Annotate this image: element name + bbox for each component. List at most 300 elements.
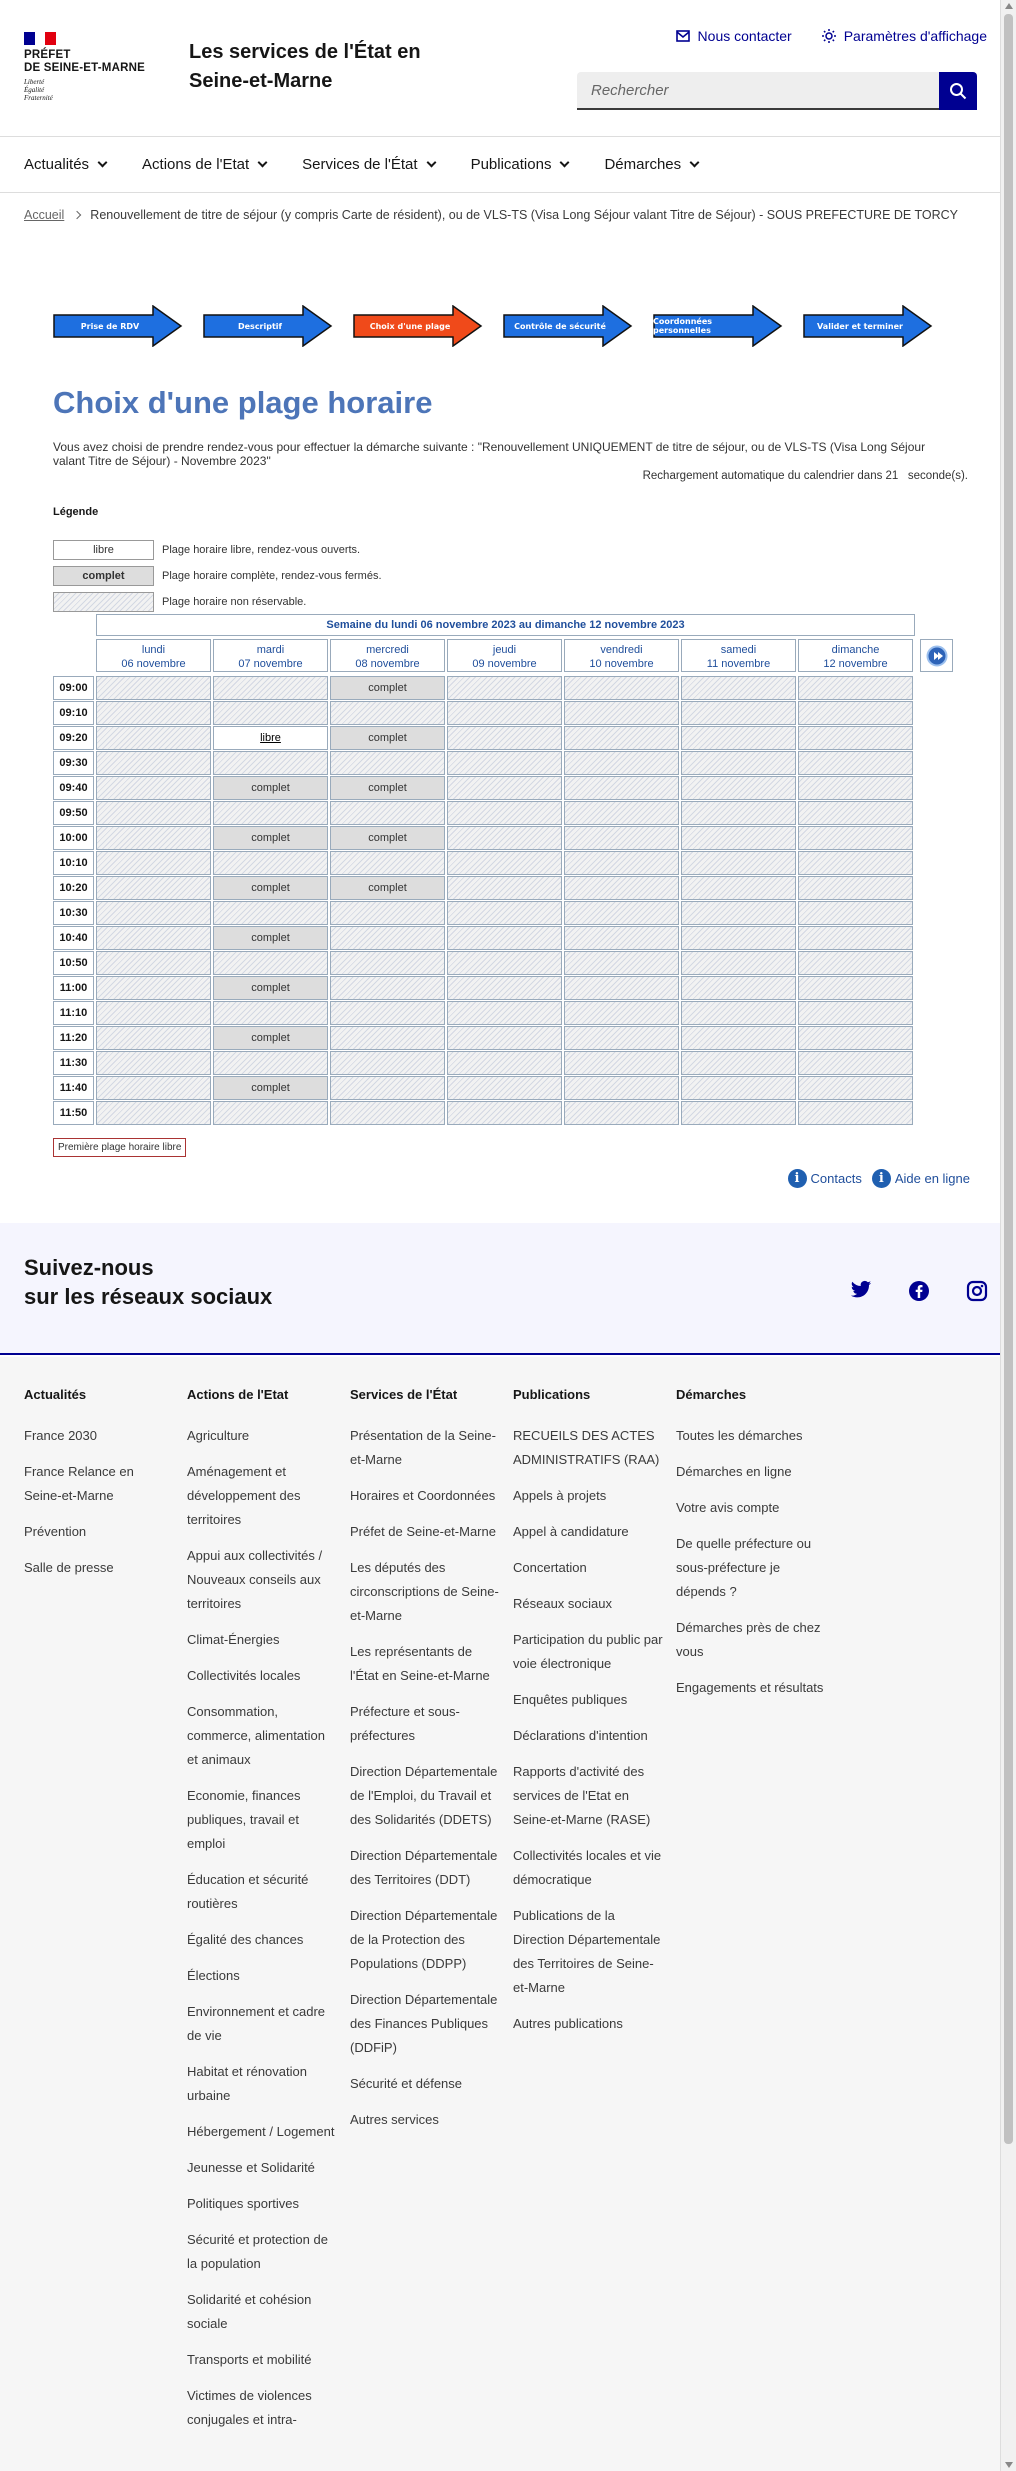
day-date: 09 novembre (472, 658, 537, 670)
footer-link[interactable]: Jeunesse et Solidarité (187, 2160, 315, 2175)
slot-unavailable (96, 801, 211, 825)
chevron-right-icon (73, 211, 81, 219)
slot-unavailable (564, 776, 679, 800)
day-name: mercredi (366, 644, 409, 656)
footer-link[interactable]: Participation du public par voie électronique (513, 1632, 663, 1671)
footer-link[interactable]: Horaires et Coordonnées (350, 1488, 496, 1503)
footer-link[interactable]: Égalité des chances (187, 1932, 304, 1947)
timeslot-row (53, 1026, 915, 1051)
day-name: samedi (720, 644, 757, 656)
step-label: Descriptif (237, 321, 283, 331)
slot-unavailable (447, 701, 562, 725)
info-icon: i (872, 1169, 891, 1188)
slot-unavailable (564, 726, 679, 750)
footer-link[interactable]: France Relance en Seine-et-Marne (24, 1464, 134, 1503)
slot-unavailable (96, 1101, 211, 1125)
slot-unavailable (681, 726, 796, 750)
legend-text: Plage horaire libre, rendez-vous ouverts. (162, 544, 361, 556)
slot-unavailable (213, 951, 328, 975)
page-title: Choix d'une plage horaire (53, 385, 433, 420)
footer-column-title: Démarches (676, 1387, 747, 1402)
day-name: mardi (256, 644, 285, 656)
nav-item-services[interactable] (302, 137, 434, 192)
slot-unavailable (330, 976, 445, 1000)
time-label: 10:40 (53, 926, 94, 950)
slot-unavailable (681, 676, 796, 700)
slot-unavailable (564, 751, 679, 775)
slot-unavailable (681, 976, 796, 1000)
slot-unavailable (798, 726, 913, 750)
timeslot-row (53, 1101, 915, 1126)
step-6 (803, 305, 933, 347)
help-links (788, 1169, 970, 1188)
slot-unavailable (564, 701, 679, 725)
online-help-link[interactable] (872, 1169, 970, 1188)
time-label: 09:00 (53, 676, 94, 700)
footer-link[interactable]: Solidarité et cohésion sociale (187, 2292, 312, 2331)
footer-link[interactable]: Rapports d'activité des services de l'Etat en Seine-et-Marne (RASE) (513, 1764, 651, 1827)
step-2 (203, 305, 333, 347)
footer-link[interactable]: Publications de la Direction Départementale des Territoires de Seine-et-Marne (513, 1908, 661, 1995)
legend-box-unavailable (53, 592, 154, 612)
footer-link[interactable]: Victimes de violences conjugales et intra- (187, 2388, 312, 2427)
slot-unavailable (447, 751, 562, 775)
slot-unavailable (330, 851, 445, 875)
footer-link[interactable]: Déclarations d'intention (513, 1728, 648, 1743)
timeslot-row (53, 901, 915, 926)
time-label: 11:00 (53, 976, 94, 1000)
chevron-down-icon (258, 158, 268, 168)
slot-unavailable (213, 1101, 328, 1125)
slot-unavailable (681, 901, 796, 925)
slot-unavailable (447, 726, 562, 750)
week-header: Semaine du lundi 06 novembre 2023 au dimanche 12 novembre 2023 (96, 614, 915, 636)
slot-unavailable (96, 1026, 211, 1050)
slot-unavailable (330, 901, 445, 925)
slot-unavailable (96, 951, 211, 975)
footer-link[interactable]: Appel à candidature (513, 1524, 629, 1539)
instagram-icon[interactable] (966, 1280, 988, 1302)
slot-unavailable (330, 1076, 445, 1100)
breadcrumb (24, 208, 984, 222)
slot-unavailable (681, 951, 796, 975)
timeslot-row (53, 851, 915, 876)
nav-item-actions[interactable] (142, 137, 266, 192)
day-header (798, 639, 913, 672)
timeslot-row (53, 1001, 915, 1026)
timeslot-row (53, 726, 915, 751)
footer-link[interactable]: Politiques sportives (187, 2196, 299, 2211)
chevron-down-icon (98, 158, 108, 168)
footer-link[interactable]: Consommation, commerce, alimentation et animaux (187, 1704, 325, 1767)
timeslot-row (53, 676, 915, 701)
footer-link[interactable]: Direction Départementale des Finances Publiques (DDFiP) (350, 1992, 498, 2055)
time-label: 10:00 (53, 826, 94, 850)
slot-unavailable (447, 1026, 562, 1050)
slot-full: complet (213, 776, 328, 800)
slot-unavailable (96, 851, 211, 875)
nav-item-demarches[interactable] (604, 137, 698, 192)
first-free-slot-button[interactable]: Première plage horaire libre (53, 1138, 186, 1157)
footer-link[interactable]: Collectivités locales et vie démocratique (513, 1848, 662, 1887)
slot-unavailable (798, 826, 913, 850)
footer-link[interactable]: Éducation et sécurité routières (187, 1872, 309, 1911)
step-label: Contrôle de sécurité (514, 321, 606, 331)
nav-item-publications[interactable] (471, 137, 569, 192)
step-1 (53, 305, 183, 347)
slot-unavailable (96, 751, 211, 775)
slot-unavailable (564, 676, 679, 700)
timeslot-row (53, 1051, 915, 1076)
timeslot-row (53, 926, 915, 951)
display-settings-link[interactable] (822, 28, 987, 44)
slot-unavailable (798, 1076, 913, 1100)
slot-unavailable (96, 676, 211, 700)
footer-link[interactable]: Direction Départementale des Territoires (DDT) (350, 1848, 498, 1887)
day-name: vendredi (600, 644, 643, 656)
slot-unavailable (96, 926, 211, 950)
time-label: 11:10 (53, 1001, 94, 1025)
slot-free[interactable]: libre (213, 726, 328, 750)
procedure-description: Vous avez choisi de prendre rendez-vous pour effectuer la démarche suivante : "Renouvellement UNIQUEMENT de titre de séjour, ou de VLS-TS (Visa Long Séjour valant Titre de Séjour) - Novembre 2023" (53, 440, 926, 468)
footer-link[interactable]: Concertation (513, 1560, 587, 1575)
time-label: 10:20 (53, 876, 94, 900)
slot-unavailable (447, 876, 562, 900)
slot-unavailable (447, 1001, 562, 1025)
breadcrumb-current: Renouvellement de titre de séjour (y compris Carte de résident), ou de VLS-TS (Visa Long Séjour valant Titre de Séjour) - SOUS PREFECTURE DE TORCY (90, 208, 959, 222)
footer-column (676, 1387, 826, 1712)
slot-unavailable (96, 876, 211, 900)
timeslot-row (53, 976, 915, 1001)
slot-unavailable (798, 1001, 913, 1025)
slot-unavailable (330, 1026, 445, 1050)
time-label: 11:40 (53, 1076, 94, 1100)
timeslot-row (53, 801, 915, 826)
contact-link[interactable] (676, 28, 792, 44)
scrollbar-thumb[interactable] (1004, 14, 1013, 2144)
time-label: 09:20 (53, 726, 94, 750)
footer-link[interactable]: Les représentants de l'État en Seine-et-Marne (350, 1644, 490, 1683)
step-label: Choix d'une plage (369, 321, 451, 331)
slot-unavailable (681, 826, 796, 850)
nav-item-actualites[interactable] (24, 137, 106, 192)
slot-unavailable (564, 1026, 679, 1050)
slot-unavailable (798, 776, 913, 800)
display-settings-label: Paramètres d'affichage (843, 28, 987, 44)
footer-link[interactable]: Direction Départementale de la Protection des Populations (DDPP) (350, 1908, 498, 1971)
slot-unavailable (96, 1051, 211, 1075)
timeslot-row (53, 751, 915, 776)
footer-link[interactable]: Toutes les démarches (676, 1428, 803, 1443)
slot-unavailable (96, 701, 211, 725)
slot-unavailable (798, 951, 913, 975)
footer-column (513, 1387, 663, 2048)
slot-unavailable (447, 676, 562, 700)
footer-link[interactable]: Démarches près de chez vous (676, 1620, 821, 1659)
day-header (681, 639, 796, 672)
slot-unavailable (681, 1001, 796, 1025)
main-nav (0, 137, 1000, 193)
footer-link[interactable]: Réseaux sociaux (513, 1596, 612, 1611)
slot-unavailable (564, 976, 679, 1000)
slot-unavailable (213, 701, 328, 725)
slot-unavailable (96, 1076, 211, 1100)
sun-icon (822, 29, 836, 43)
reload-countdown: Rechargement automatique du calendrier dans 21 seconde(s). (642, 470, 968, 482)
day-date: 12 novembre (823, 658, 888, 670)
time-label: 11:50 (53, 1101, 94, 1125)
slot-unavailable (213, 676, 328, 700)
slot-unavailable (447, 951, 562, 975)
logo-motto: Liberté Égalité Fraternité (24, 78, 53, 102)
scroll-up-arrow[interactable] (1005, 3, 1013, 9)
footer-link[interactable]: Démarches en ligne (676, 1464, 792, 1479)
day-date: 11 novembre (706, 658, 771, 670)
contacts-link[interactable] (788, 1169, 862, 1188)
slot-unavailable (447, 851, 562, 875)
legend-title: Légende (53, 506, 99, 518)
next-week-button[interactable] (920, 639, 953, 672)
slot-unavailable (798, 976, 913, 1000)
slot-unavailable (798, 751, 913, 775)
slot-full: complet (330, 776, 445, 800)
slot-full: complet (330, 826, 445, 850)
chevron-down-icon (426, 158, 436, 168)
timeslot-row (53, 1076, 915, 1101)
slot-unavailable (330, 801, 445, 825)
day-date: 08 novembre (355, 658, 420, 670)
time-label: 09:50 (53, 801, 94, 825)
slot-unavailable (447, 776, 562, 800)
slot-unavailable (96, 976, 211, 1000)
timeslot-grid (53, 676, 915, 1126)
site-name[interactable]: Les services de l'État en Seine-et-Marne (189, 41, 421, 92)
twitter-icon[interactable] (850, 1280, 872, 1300)
breadcrumb-home[interactable]: Accueil (24, 208, 65, 222)
slot-unavailable (447, 1076, 562, 1100)
footer-link[interactable]: Élections (187, 1968, 240, 1983)
footer-link[interactable]: Sécurité et protection de la population (187, 2232, 328, 2271)
slot-unavailable (681, 1051, 796, 1075)
site-footer (0, 1357, 1000, 2471)
scrollbar[interactable] (1000, 0, 1016, 2471)
footer-link[interactable]: Les députés des circonscriptions de Seine-et-Marne (350, 1560, 499, 1623)
footer-link[interactable]: Habitat et rénovation urbaine (187, 2064, 307, 2103)
slot-unavailable (330, 1051, 445, 1075)
day-date: 07 novembre (238, 658, 303, 670)
day-date: 06 novembre (121, 658, 186, 670)
day-name: jeudi (492, 644, 517, 656)
time-label: 11:20 (53, 1026, 94, 1050)
social-title-line1: Suivez-nous (24, 1255, 154, 1280)
logo-republic-text: PRÉFET DE SEINE-ET-MARNE (24, 49, 145, 74)
slot-full: complet (213, 826, 328, 850)
slot-full: complet (330, 876, 445, 900)
mail-icon (676, 30, 690, 42)
time-label: 09:10 (53, 701, 94, 725)
slot-unavailable (681, 876, 796, 900)
slot-full: complet (213, 1076, 328, 1100)
nav-label: Démarches (604, 156, 682, 173)
footer-link[interactable]: Autres publications (513, 2016, 623, 2031)
legend-text: Plage horaire complète, rendez-vous fermés. (162, 570, 382, 582)
footer-link[interactable]: Présentation de la Seine-et-Marne (350, 1428, 496, 1467)
slot-unavailable (798, 926, 913, 950)
timeslot-row (53, 876, 915, 901)
footer-link[interactable]: Sécurité et défense (350, 2076, 463, 2091)
slot-unavailable (564, 1076, 679, 1100)
time-label: 10:30 (53, 901, 94, 925)
timeslot-row (53, 776, 915, 801)
footer-link[interactable]: Aménagement et développement des territoires (187, 1464, 301, 1527)
nav-label: Actualités (24, 156, 90, 173)
legend-box-full: complet (53, 566, 154, 586)
footer-column (24, 1387, 174, 1592)
prefet-logo[interactable] (24, 32, 154, 102)
chevron-down-icon (560, 158, 570, 168)
slot-unavailable (564, 851, 679, 875)
slot-unavailable (681, 851, 796, 875)
footer-link[interactable]: Transports et mobilité (187, 2352, 312, 2367)
slot-unavailable (447, 1051, 562, 1075)
footer-column-title: Services de l'État (350, 1387, 458, 1402)
slot-unavailable (798, 1101, 913, 1125)
slot-unavailable (564, 1101, 679, 1125)
footer-column-title: Actualités (24, 1387, 87, 1402)
footer-link[interactable]: Engagements et résultats (676, 1680, 824, 1695)
slot-unavailable (96, 776, 211, 800)
slot-unavailable (564, 901, 679, 925)
slot-unavailable (96, 726, 211, 750)
slot-full: complet (213, 976, 328, 1000)
footer-link[interactable]: Economie, finances publiques, travail et emploi (187, 1788, 301, 1851)
scroll-down-arrow[interactable] (1005, 2462, 1013, 2468)
footer-link[interactable]: Salle de presse (24, 1560, 114, 1575)
legend-item-unavailable (53, 592, 306, 612)
social-title-line2: sur les réseaux sociaux (24, 1284, 273, 1309)
slot-unavailable (681, 1026, 796, 1050)
nav-label: Publications (470, 156, 552, 173)
slot-unavailable (798, 1026, 913, 1050)
time-label: 11:30 (53, 1051, 94, 1075)
slot-unavailable (564, 951, 679, 975)
slot-unavailable (798, 676, 913, 700)
slot-unavailable (330, 701, 445, 725)
slot-unavailable (564, 801, 679, 825)
slot-unavailable (330, 1001, 445, 1025)
slot-unavailable (681, 1076, 796, 1100)
slot-unavailable (330, 951, 445, 975)
timeslot-row (53, 826, 915, 851)
search-input[interactable]: Rechercher (577, 72, 939, 110)
nav-label: Actions de l'Etat (142, 156, 250, 173)
footer-column-title: Publications (513, 1387, 591, 1402)
step-3 (353, 305, 483, 347)
legend-box-free: libre (53, 540, 154, 560)
slot-full: complet (213, 926, 328, 950)
footer-link[interactable]: Enquêtes publiques (513, 1692, 628, 1707)
step-4 (503, 305, 633, 347)
footer-link[interactable]: Climat-Énergies (187, 1632, 280, 1647)
site-header (0, 0, 1000, 137)
footer-link[interactable]: Direction Départementale de l'Emploi, du Travail et des Solidarités (DDETS) (350, 1764, 498, 1827)
step-label: Coordonnées personnelles (653, 317, 713, 335)
footer-column (350, 1387, 500, 2144)
footer-link[interactable]: Autres services (350, 2112, 439, 2127)
slot-unavailable (447, 801, 562, 825)
footer-link[interactable]: Appels à projets (513, 1488, 607, 1503)
slot-unavailable (564, 1051, 679, 1075)
slot-unavailable (798, 801, 913, 825)
day-header (447, 639, 562, 672)
day-name: dimanche (831, 644, 880, 656)
timeslot-row (53, 701, 915, 726)
slot-unavailable (681, 776, 796, 800)
slot-unavailable (681, 701, 796, 725)
slot-unavailable (681, 926, 796, 950)
slot-unavailable (330, 751, 445, 775)
footer-link[interactable]: France 2030 (24, 1428, 97, 1443)
slot-unavailable (564, 1001, 679, 1025)
slot-unavailable (96, 901, 211, 925)
footer-link[interactable]: Agriculture (187, 1428, 250, 1443)
slot-unavailable (213, 901, 328, 925)
slot-unavailable (447, 976, 562, 1000)
slot-unavailable (798, 851, 913, 875)
slot-unavailable (213, 851, 328, 875)
social-section (0, 1223, 1000, 1355)
footer-link[interactable]: Hébergement / Logement (187, 2124, 335, 2139)
slot-unavailable (213, 751, 328, 775)
slot-unavailable (798, 1051, 913, 1075)
slot-unavailable (798, 876, 913, 900)
timeslot-row (53, 951, 915, 976)
footer-link[interactable]: Votre avis compte (676, 1500, 780, 1515)
footer-link[interactable]: De quelle préfecture ou sous-préfecture je dépends ? (676, 1536, 812, 1599)
footer-link[interactable]: Collectivités locales (187, 1668, 301, 1683)
slot-unavailable (798, 901, 913, 925)
footer-link[interactable]: RECUEILS DES ACTES ADMINISTRATIFS (RAA) (513, 1428, 660, 1467)
step-5 (653, 305, 783, 347)
legend-text: Plage horaire non réservable. (162, 596, 307, 608)
time-label: 10:10 (53, 851, 94, 875)
slot-full: complet (330, 676, 445, 700)
footer-link[interactable]: Préfecture et sous-préfectures (350, 1704, 460, 1743)
search-button[interactable] (939, 72, 977, 110)
next-arrow-icon (926, 645, 948, 667)
step-label: Prise de RDV (80, 321, 140, 331)
slot-unavailable (564, 826, 679, 850)
time-label: 09:40 (53, 776, 94, 800)
footer-link[interactable]: Environnement et cadre de vie (187, 2004, 326, 2043)
social-title (24, 1253, 272, 1311)
legend-item-full (53, 566, 382, 586)
slot-unavailable (213, 1051, 328, 1075)
slot-full: complet (330, 726, 445, 750)
slot-unavailable (213, 801, 328, 825)
online-help-label: Aide en ligne (894, 1171, 970, 1186)
slot-unavailable (681, 801, 796, 825)
footer-link[interactable]: Appui aux collectivités / Nouveaux conseils aux territoires (187, 1548, 323, 1611)
slot-unavailable (564, 926, 679, 950)
slot-unavailable (681, 1101, 796, 1125)
footer-link[interactable]: Préfet de Seine-et-Marne (350, 1524, 496, 1539)
facebook-icon[interactable] (908, 1280, 930, 1302)
slot-unavailable (447, 926, 562, 950)
footer-link[interactable]: Prévention (24, 1524, 87, 1539)
day-header (330, 639, 445, 672)
slot-full: complet (213, 1026, 328, 1050)
